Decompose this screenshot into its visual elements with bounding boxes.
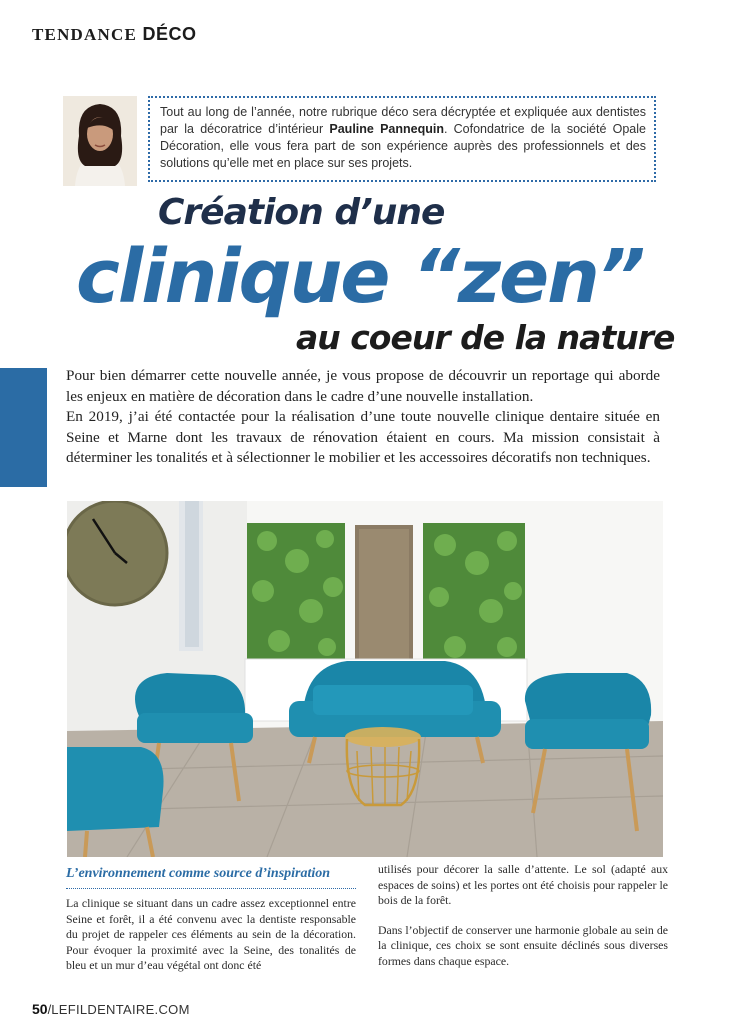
body-column-1 [66,896,356,983]
section-heading-rule [66,888,356,889]
col2-paragraph-2: Dans l’objectif de conserver une harmonie globale au sein de la clinique, ces choix se sont ensuite déclinés sous diverses formes dans chaque espace. [378,922,668,968]
section-heading: L’environnement comme source d’inspiration [66,866,331,881]
intro-text-after: . Cofondatrice de la société Opale Décoration, elle vous fera part de son expérience auprès des professionnels et des solutions qu’elle met en place sur ses projets. [160,122,646,170]
page-footer [32,1001,190,1017]
title-line-1: Création d’une [158,192,445,233]
magazine-name: LEFILDENTAIRE.COM [51,1002,190,1017]
waiting-room-illustration [67,501,663,857]
footer-separator: / [47,1002,52,1017]
lead-p1: Pour bien démarrer cette nouvelle année, je vous propose de découvrir un reportage qui aborde les enjeux en matière de décoration dans le cadre d’une nouvelle installation. [66,367,660,405]
title-line-2: clinique “zen” [76,234,644,320]
col1-paragraph: La clinique se situant dans un cadre assez exceptionnel entre Seine et forêt, il a été convenu avec la dentiste responsable du projet de rappeler ces éléments au sein de la décoration. Pour évoquer la proximité avec la Seine, des tonalités de bleu et un mur d’eau végétal ont donc été [66,896,356,972]
page-number: 50 [32,1001,48,1017]
portrait-image [63,96,137,186]
rubric-part1: TENDANCE [32,25,143,44]
body-column-2 [378,862,668,978]
author-name: Pauline Pannequin [329,122,444,136]
intro-box [148,96,656,182]
title-line-3: au coeur de la nature [296,318,675,357]
waiting-room-photo [67,501,663,857]
rubric-part2: DÉCO [142,24,197,44]
lead-p2: En 2019, j’ai été contactée pour la réalisation d’une toute nouvelle clinique dentaire située en Seine et Marne dont les travaux de rénovation étaient en cours. Ma mission consistait à déterminer les tonalités et à sélectionner le mobilier et les accessoires décoratifs non techniques. [66,408,660,466]
accent-side-bar [0,368,47,487]
intro-text-before: Tout au long de l’année, notre rubrique déco sera décryptée et expliquée aux dentistes par la décoratrice d’intérieur [160,105,646,136]
lead-paragraph [66,366,660,469]
author-portrait [63,96,137,186]
rubric-header [32,24,196,45]
col2-paragraph-1: utilisés pour décorer la salle d’attente. Le sol (adapté aux espaces de soins) et les portes ont été choisis pour rappeler le bois de la forêt. [378,862,668,907]
